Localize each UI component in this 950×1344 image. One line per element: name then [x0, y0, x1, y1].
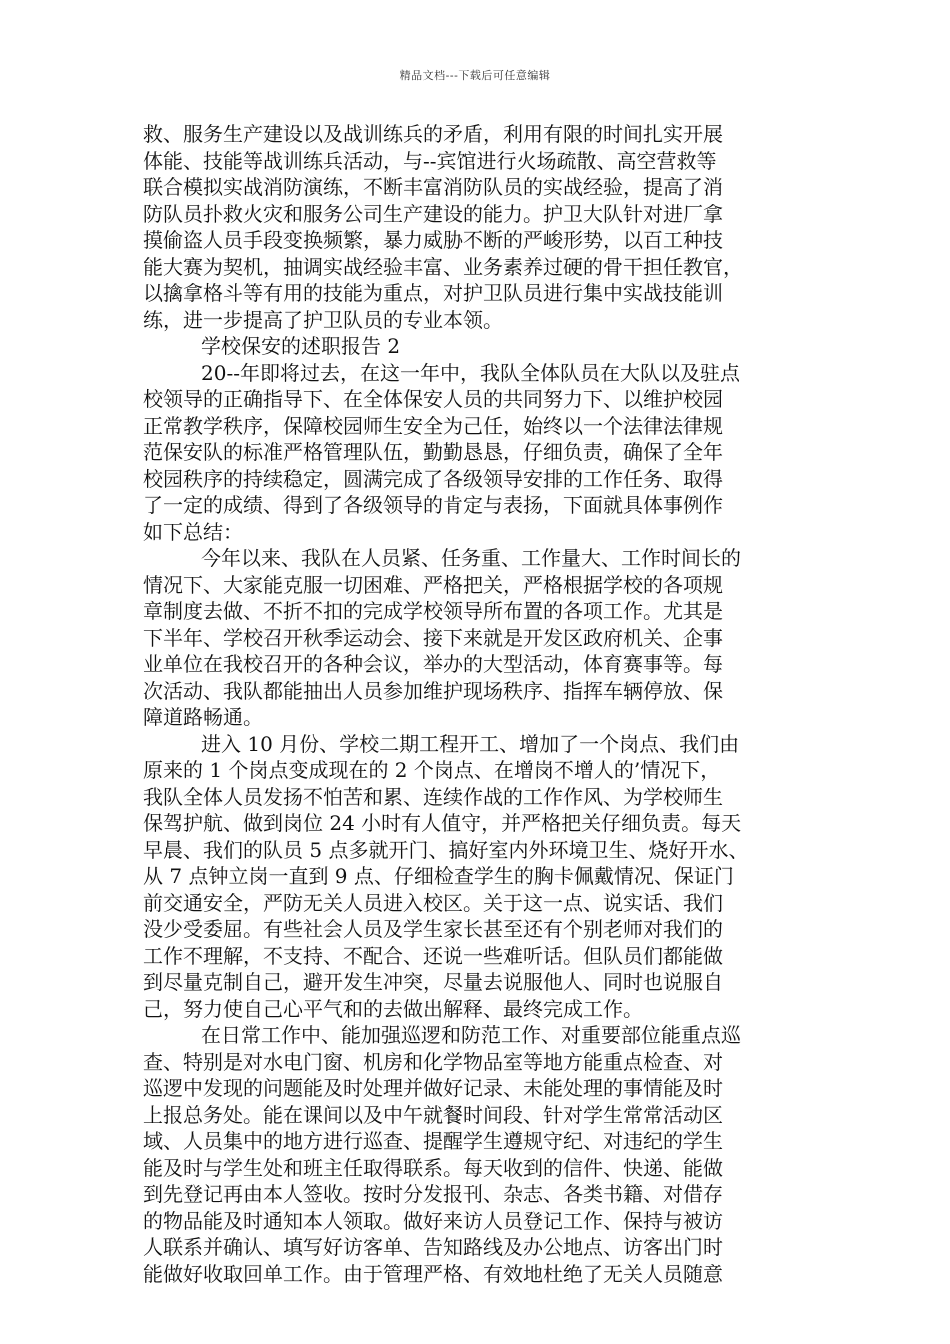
text-line: 在日常工作中、能加强巡逻和防范工作、对重要部位能重点巡 — [201, 1023, 741, 1047]
text-line: 了一定的成绩、得到了各级领导的肯定与表扬，下面就具体事例作 — [143, 493, 723, 517]
document-body — [143, 121, 823, 1287]
text-line: 情况下、大家能克服一切困难、严格把关，严格根据学校的各项规 — [143, 572, 723, 597]
text-line: 上报总务处。能在课间以及中午就餐时间段、针对学生常常活动区 — [143, 1102, 723, 1127]
text-line: 域、人员集中的地方进行巡查、提醒学生遵规守纪、对违纪的学生 — [143, 1129, 723, 1153]
text-line: 如下总结： — [143, 519, 243, 544]
text-line: 下半年、学校召开秋季运动会、接下来就是开发区政府机关、企事 — [143, 625, 723, 650]
text-line: 到先登记再由本人签收。按时分发报刊、杂志、各类书籍、对借存 — [143, 1182, 723, 1206]
text-line: 20--年即将过去，在这一年中，我队全体队员在大队以及驻点 — [201, 360, 740, 385]
text-line: 早晨、我们的队员 5 点多就开门、搞好室内外环境卫生、烧好开水、 — [143, 837, 749, 862]
text-line: 校园秩序的持续稳定，圆满完成了各级领导安排的工作任务、取得 — [143, 466, 723, 491]
text-line: 原来的 1 个岗点变成现在的 2 个岗点、在增岗不增人的’情况下， — [143, 758, 721, 782]
text-line: 保驾护航、做到岗位 24 小时有人值守，并严格把关仔细负责。每天 — [143, 811, 742, 835]
text-line: 前交通安全，严防无关人员进入校区。关于这一点、说实话、我们 — [143, 890, 723, 915]
text-line: 没少受委屈。有些社会人员及学生家长甚至还有个别老师对我们的 — [143, 917, 723, 941]
text-line: 联合模拟实战消防演练，不断丰富消防队员的实战经验，提高了消 — [143, 175, 723, 199]
text-line: 进入 10 月份、学校二期工程开工、增加了一个岗点、我们由 — [201, 731, 740, 756]
text-line: 人联系并确认、填写好访客单、告知路线及办公地点、访客出门时 — [143, 1235, 723, 1259]
page-header: 精品文档---下载后可任意编辑 — [399, 69, 551, 82]
text-line: 我队全体人员发扬不怕苦和累、连续作战的工作作风、为学校师生 — [143, 784, 723, 809]
text-line: 以擒拿格斗等有用的技能为重点，对护卫队员进行集中实战技能训 — [143, 281, 723, 305]
text-line: 体能、技能等战训练兵活动，与--宾馆进行火场疏散、高空营救等 — [143, 148, 717, 173]
text-line: 己，努力使自己心平气和的去做出解释、最终完成工作。 — [143, 996, 643, 1021]
text-line: 能及时与学生处和班主任取得联系。每天收到的信件、快递、能做 — [143, 1155, 723, 1180]
text-line: 章制度去做、不折不扣的完成学校领导所布置的各项工作。尤其是 — [143, 599, 723, 623]
text-line: 工作不理解，不支持、不配合、还说一些难听话。但队员们都能做 — [143, 943, 723, 968]
text-line: 救、服务生产建设以及战训练兵的矛盾，利用有限的时间扎实开展 — [143, 122, 723, 146]
text-line: 从 7 点钟立岗一直到 9 点、仔细检查学生的胸卡佩戴情况、保证门 — [143, 864, 734, 888]
text-line: 巡逻中发现的问题能及时处理并做好记录、未能处理的事情能及时 — [143, 1076, 723, 1100]
text-line: 的物品能及时通知本人领取。做好来访人员登记工作、保持与被访 — [143, 1208, 723, 1233]
text-line: 障道路畅通。 — [143, 705, 263, 729]
text-line: 防队员扑救火灾和服务公司生产建设的能力。护卫大队针对进厂拿 — [143, 201, 723, 226]
text-line: 范保安队的标准严格管理队伍，勤勤恳恳，仔细负责，确保了全年 — [143, 440, 723, 464]
text-line: 校领导的正确指导下、在全体保安人员的共同努力下、以维护校园 — [143, 387, 723, 411]
section-title: 学校保安的述职报告 2 — [201, 334, 401, 358]
text-line: 正常教学秩序，保障校园师生安全为己任，始终以一个法律法律规 — [143, 413, 723, 438]
text-line: 次活动、我队都能抽出人员参加维护现场秩序、指挥车辆停放、保 — [143, 678, 723, 703]
text-line: 今年以来、我队在人员紧、任务重、工作量大、工作时间长的 — [201, 546, 741, 570]
text-line: 能做好收取回单工作。由于管理严格、有效地杜绝了无关人员随意 — [143, 1261, 723, 1286]
text-line: 业单位在我校召开的各种会议，举办的大型活动，体育赛事等。每 — [143, 652, 723, 676]
text-line: 摸偷盗人员手段变换频繁，暴力威胁不断的严峻形势，以百工种技 — [143, 228, 723, 252]
text-line: 能大赛为契机，抽调实战经验丰富、业务素养过硬的骨干担任教官， — [143, 254, 743, 279]
text-line: 到尽量克制自己，避开发生冲突，尽量去说服他人、同时也说服自 — [143, 970, 723, 994]
text-line: 查、特别是对水电门窗、机房和化学物品室等地方能重点检查、对 — [143, 1049, 723, 1074]
text-line: 练，进一步提高了护卫队员的专业本领。 — [143, 307, 503, 332]
